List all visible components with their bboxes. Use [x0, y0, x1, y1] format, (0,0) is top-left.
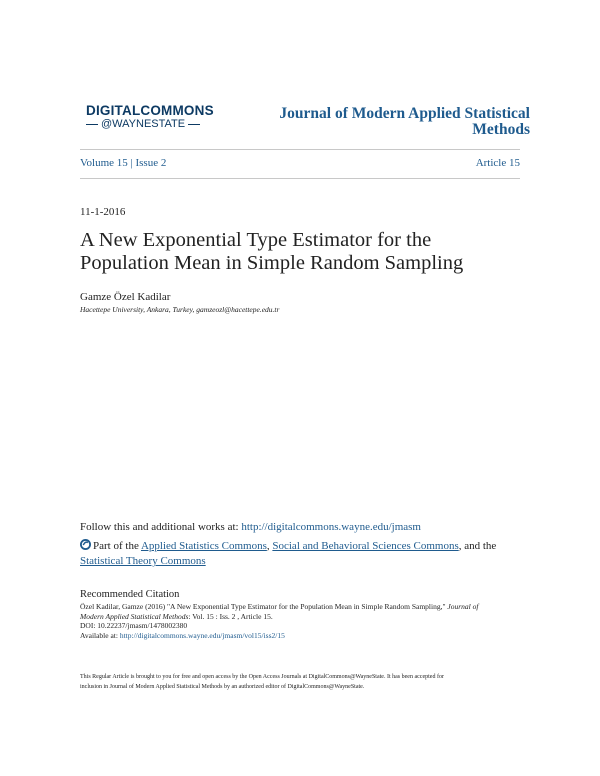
- social-behavioral-sciences-commons-link[interactable]: Social and Behavioral Sciences Commons: [272, 540, 459, 552]
- article-title: [80, 229, 520, 275]
- citation-journal-part1: Journal of: [447, 602, 479, 611]
- article-url-link[interactable]: http://digitalcommons.wayne.edu/jmasm/vol15/iss2/15: [119, 630, 285, 640]
- logo-line-left: [86, 124, 98, 125]
- access-statement: [80, 672, 520, 692]
- part-of-separator-1: ,: [266, 540, 273, 552]
- repository-link[interactable]: http://digitalcommons.wayne.edu/jmasm: [241, 521, 421, 533]
- author-affiliation: Hacettepe University, Ankara, Turkey, gamzeozl@hacettepe.edu.tr: [80, 305, 280, 314]
- header-divider-top: [80, 149, 520, 150]
- part-of-prefix: Part of the: [93, 540, 141, 552]
- citation-doi: DOI: 10.22237/jmasm/1478002380: [80, 621, 188, 630]
- applied-statistics-commons-link[interactable]: Applied Statistics Commons: [140, 540, 267, 552]
- journal-title-line2: Methods: [472, 121, 530, 138]
- citation-block: [80, 602, 520, 640]
- article-title-line1: A New Exponential Type Estimator for the: [80, 229, 432, 251]
- journal-title-link[interactable]: [230, 106, 530, 138]
- article-number-link[interactable]: Article 15: [475, 157, 520, 169]
- citation-line1: [80, 602, 520, 612]
- publication-date: 11-1-2016: [80, 206, 126, 218]
- part-of-disciplines: [80, 539, 520, 569]
- access-statement-line1: This Regular Article is brought to you for free and open access by the Open Access Journals at DigitalCommons@WayneState. It has been accepted for: [80, 674, 444, 680]
- citation-line2: [80, 612, 520, 622]
- citation-volume: : Vol. 15 : Iss. 2 , Article 15.: [188, 611, 273, 621]
- header-divider-bottom: [80, 178, 520, 179]
- logo-line-right: [188, 124, 200, 125]
- issue-bar: [80, 157, 520, 171]
- logo-top-text: DIGITALCOMMONS: [86, 103, 214, 118]
- volume-issue-link[interactable]: Volume 15 | Issue 2: [80, 157, 167, 169]
- access-statement-line2: inclusion in Journal of Modern Applied Statistical Methods by an authorized editor of DigitalCommons@WayneState.: [80, 684, 365, 690]
- article-title-line2: Population Mean in Simple Random Sampling: [80, 252, 464, 274]
- statistical-theory-commons-link[interactable]: Statistical Theory Commons: [80, 555, 206, 567]
- author-name: Gamze Özel Kadilar: [80, 291, 171, 303]
- citation-available: [80, 631, 520, 641]
- part-of-separator-2: , and the: [458, 540, 497, 552]
- digital-commons-logo[interactable]: [86, 103, 226, 131]
- follow-line: [80, 521, 421, 533]
- open-access-icon: [80, 539, 91, 550]
- logo-bottom-text: @WAYNESTATE: [101, 118, 186, 130]
- available-prefix: Available at:: [80, 630, 120, 640]
- citation-journal-part2: Modern Applied Statistical Methods: [80, 611, 189, 621]
- header: [80, 100, 530, 145]
- logo-bottom-row: [86, 118, 226, 131]
- journal-title-line1: Journal of Modern Applied Statistical: [279, 105, 530, 122]
- citation-text: Özel Kadilar, Gamze (2016) "A New Exponential Type Estimator for the Population Mean in Simple Random Sampling,": [80, 602, 448, 611]
- recommended-citation-heading: Recommended Citation: [80, 589, 180, 600]
- follow-prefix: Follow this and additional works at:: [80, 521, 242, 533]
